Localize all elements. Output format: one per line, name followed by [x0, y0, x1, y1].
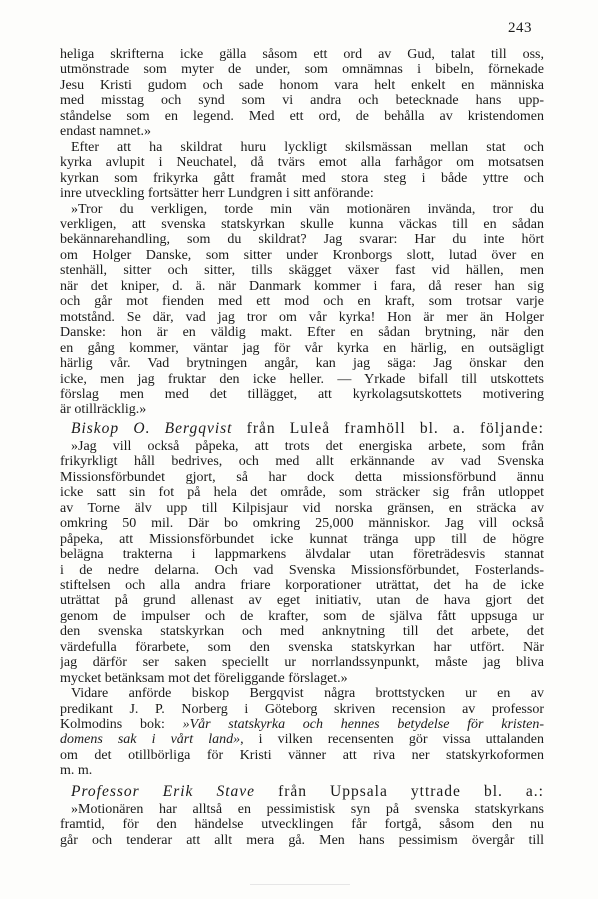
text-line: går och tenderar att allt mera gå. Men hans pessimism övergår till [60, 832, 544, 848]
text-line: Jesu Kristi gudom och sade honom vara helt enkelt en människa [60, 77, 544, 93]
text-line: »Jag vill också påpeka, att trots det energiska arbete, som från [71, 438, 544, 454]
text-line: »Tror du verkligen, torde min vän motionären invända, tror du [71, 201, 544, 217]
text-line: stiftelsen och alla andra friare korporationer uträttat, det ha de icke [60, 577, 544, 593]
text-line: uträttat på grund allenast av eget initiativ, utan de hava gjort det [60, 593, 544, 609]
text-run: Kolmodins bok: [60, 717, 183, 733]
speaker-heading [60, 782, 544, 801]
text-line: i de nedre delarna. Och vad Svenska Missionsförbundet, Fosterlands- [60, 562, 544, 578]
text-line: en gång kommer, väntar jag för vår kyrka en härlig, en outsägligt [60, 340, 544, 356]
text-line: Danske: hon är en väldig makt. Efter en sådan brytning, när den [60, 325, 544, 341]
text-line: och går mot fienden med ett mod och en kraft, som trotsar varje [60, 294, 544, 310]
text-line: icke, men jag fruktar den icke heller. — Yrkade bifall till utskottets [60, 371, 544, 387]
speaker-name: Biskop O. Bergqvist [71, 419, 233, 437]
text-line: endast namnet.» [60, 124, 151, 140]
text-line: när det kniper, d. ä. när Danmark kommer i fara, då reser han sig [60, 278, 544, 294]
speaker-heading [60, 419, 544, 438]
text-line: belägna trakterna i lappmarkens älvdalar utan företrädesvis stannat [60, 547, 544, 563]
text-line: den svenska statskyrkan och med anknytning till det arbete, det [60, 624, 544, 640]
text-line: påpeka, att Missionsförbundet icke kunnat tränga upp till de högre [60, 531, 544, 547]
text-line: är otillräcklig.» [60, 402, 147, 418]
text-run: , i vilken recensenten gör vissa uttalanden [240, 732, 544, 748]
text-line: kyrkan som frikyrka gått framåt med stora steg i både yttre och [60, 170, 544, 186]
text-line: omkring 50 mil. Där bo omkring 25,000 människor. Jag vill också [60, 516, 544, 532]
text-line: inre utveckling fortsätter herr Lundgren i sitt anförande: [60, 186, 374, 202]
page-number: 243 [508, 20, 532, 36]
text-line: genom de impulser och de krafter, som de själva fått uppsuga ur [60, 608, 544, 624]
text-line: av Torne älv upp till Kilpisjaur vid norska gränsen, en sträcka av [60, 500, 544, 516]
text-line: med misstag och synd som vi andra och betecknade hans upp- [60, 93, 544, 109]
text-line: förslag men med det tillägget, att kyrkolagsutskottets motivering [60, 386, 544, 402]
text-line: predikant J. P. Norberg i Göteborg skriven recension av professor [60, 701, 544, 717]
text-line: om det otillbörliga för Kristi vänner att riva ner statskyrkoformen [60, 747, 544, 763]
text-line [60, 732, 544, 747]
text-line: »Motionären har alltså en pessimistisk syn på svenska statskyrkans [71, 801, 544, 817]
page-edge-rule [250, 884, 350, 885]
body-text [60, 47, 544, 848]
text-line: verkligen, att svenska statskyrkan skulle kunna väckas till en sådan [60, 216, 544, 232]
text-line: m. m. [60, 763, 93, 779]
text-line: härlig vår. Vad brytningen angår, kan jag säga: Jag önskar den [60, 356, 544, 372]
text-line: heliga skrifterna icke gälla såsom ett ord av Gud, talat till oss, [60, 47, 544, 62]
text-line: icke satt sin fot på hela det område, som sträcker sig från utloppet [60, 485, 544, 501]
text-line: ståndelse som en legend. Med ett ord, de behålla av kristendomen [60, 108, 544, 124]
text-line: Vidare anförde biskop Bergqvist några brottstycken ur en av [71, 686, 544, 702]
speaker-name: Professor Erik Stave [71, 782, 256, 800]
text-line: mycket betänksam mot det föreliggande förslaget.» [60, 670, 348, 686]
speaker-intro: från Luleå framhöll bl. a. följande: [232, 419, 544, 437]
text-line: bekännarehandling, som du skildrat? Jag svarar: Har du inte hört [60, 232, 544, 248]
text-line: frikyrkligt håll bedrives, och med allt erkännande av vad Svenska [60, 454, 544, 470]
text-line: om Holger Danske, som sitter under Kronborgs slott, lutad över en [60, 247, 544, 263]
book-title: »Vår statskyrka och hennes betydelse för kristen- [182, 717, 544, 733]
text-line: Missionsförbundet gjort, så har dock detta missionsförbund ännu [60, 469, 544, 485]
text-line: kyrka avlupit i Neuchatel, då tvärs emot alla farhågor om motsatsen [60, 155, 544, 171]
text-line: värdefulla förarbete, som den svenska statskyrkan har utfört. När [60, 639, 544, 655]
text-line: stenhäll, sitter och sitter, tills skägget växer fast vid hällen, men [60, 263, 544, 279]
text-line [60, 717, 544, 732]
text-line: utmönstrade som myter de under, som omnämnas i bibeln, förnekade [60, 62, 544, 78]
text-line: motstånd. Se där, vad jag tror om vår kyrka! Hon är mer än Holger [60, 309, 544, 325]
book-title-cont: domens sak i vårt land» [60, 732, 241, 748]
speaker-intro: från Uppsala yttrade bl. a.: [255, 782, 544, 800]
text-line: framtid, för den händelse utvecklingen får fortgå, såsom den nu [60, 817, 544, 833]
text-line: jag därför ser saken speciellt ur norrlandssynpunkt, måste jag bliva [60, 655, 544, 671]
text-line: Efter att ha skildrat huru lyckligt skilsmässan mellan stat och [71, 139, 544, 155]
